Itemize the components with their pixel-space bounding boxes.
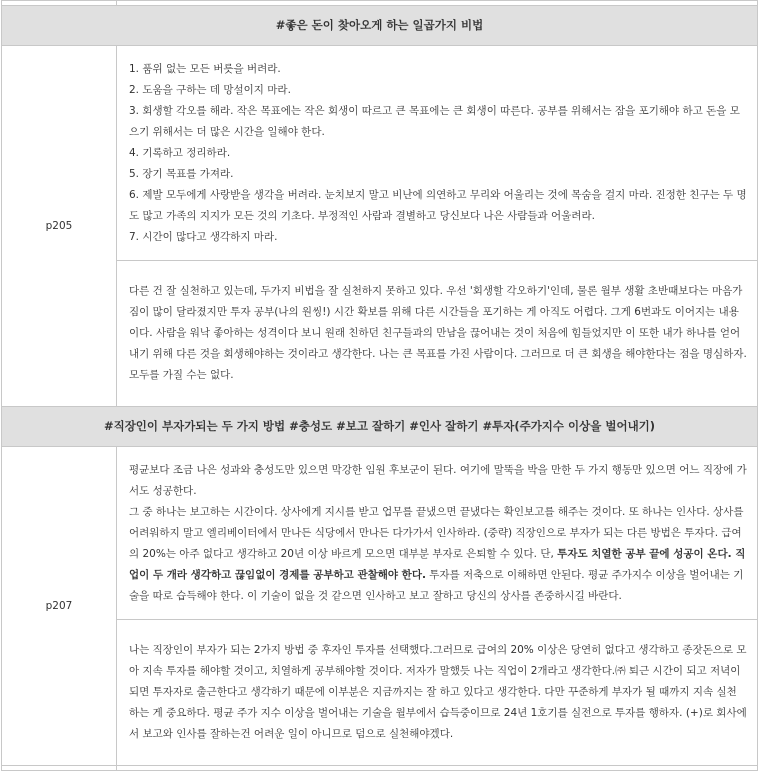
quote-line: 3. 회생할 각오를 해라. 작은 목표에는 작은 회생이 따르고 큰 목표에는 큰 회생이 따른다. 공부를 위해서는 잠을 포기해야 하고 돈을 모으기 위해서는 더 많은 시간을 일해야 한다. bbox=[129, 104, 740, 138]
personal-note-cell: 다른 건 잘 실천하고 있는데, 두가지 비법을 잘 실천하지 못하고 있다. 우선 '회생할 각오하기'인데, 물론 월부 생활 초반때보다는 마음가짐이 많이 달라졌지만 투자 공부(나의 원씽!) 시간 확보를 위해 다른 시간들을 포기하는 게 아직도 어렵다. 그게 6번과도 이어지는 내용이다. 사람을 워낙 좋아하는 성격이다 보니 원래 친하던 친구들과의 만남을 끊어내는 것이 처음에 힘들었지만 이 또한 내가 하나를 얻어내기 위해 다른 것을 회생해야하는 것이라고 생각한다. 나는 큰 목표를 가진 사람이다. 그러므로 더 큰 회생을 해야한다는 점을 명심하자. 모두를 가질 수는 없다. bbox=[117, 261, 758, 407]
page-number: p205 bbox=[2, 46, 117, 407]
page-number: p207 bbox=[2, 447, 117, 766]
quote-text: 그 중 하나는 보고하는 시간이다. 상사에게 지시를 받고 업무를 끝냈으면 끝냈다는 확인보고를 해주는 것이다. 또 하나는 인사다. 상사를 어려워하지 말고 엘리베이터에서 만나든 식당에서 만나든 다가가서 인사하라. (중략) 직장인으로 부자가 되는 다른 방법은 투자다. 급여의 20%는 아주 없다고 생각하고 20년 이상 바르게 모으면 대부분 부자로 은퇴할 수 있다. 단, bbox=[129, 505, 744, 560]
table-bottom-edge-row bbox=[2, 766, 758, 771]
quote-line: 7. 시간이 많다고 생각하지 마라. bbox=[129, 230, 278, 243]
quote-text-end: 투자를 저축으로 이해하면 안된다. 평균 주가지수 이상을 벌어내는 기술을 따로 습득해야 한다. 이 기술이 없을 것 같으면 인사하고 보고 잘하고 당신의 상사를 존중하시길 바란다. bbox=[129, 568, 744, 602]
quote-line: 4. 기록하고 정리하라. bbox=[129, 146, 231, 159]
quote-row bbox=[2, 46, 758, 261]
quote-line: 2. 도움을 구하는 데 망설이지 마라. bbox=[129, 83, 291, 96]
quote-line: 5. 장기 목표를 가져라. bbox=[129, 167, 234, 180]
book-quote-cell bbox=[117, 46, 758, 261]
bottom-edge-cell-right bbox=[117, 766, 758, 771]
quote-line: 6. 제발 모두에게 사랑받을 생각을 버려라. 눈치보지 말고 비난에 의연하고 무리와 어울리는 것에 목숨을 걸지 마라. 진정한 친구는 두 명도 많고 가족의 지지가 모든 것의 기초다. 부정적인 사람과 결별하고 당신보다 나은 사람들과 어울려라. bbox=[129, 188, 747, 222]
book-quote-cell bbox=[117, 447, 758, 620]
quote-emphasis: 투자도 치열한 공부 끝에 성공이 온다. 직업이 두 개라 생각하고 끊임없이 경제를 공부하고 관찰해야 한다. bbox=[129, 547, 746, 581]
section-header-row bbox=[2, 407, 758, 447]
quote-paragraph-2 bbox=[129, 502, 747, 607]
quote-line: 1. 품위 없는 모든 버릇을 버려라. bbox=[129, 62, 281, 75]
section-header-row bbox=[2, 6, 758, 46]
bottom-edge-cell-left bbox=[2, 766, 117, 771]
notes-table bbox=[1, 0, 758, 771]
section-header: #직장인이 부자가되는 두 가지 방법 #충성도 #보고 잘하기 #인사 잘하기 #투자(주가지수 이상을 벌어내기) bbox=[2, 407, 758, 447]
section-header: #좋은 돈이 찾아오게 하는 일곱가지 비법 bbox=[2, 6, 758, 46]
quote-paragraph: 평균보다 조금 나은 성과와 충성도만 있으면 막강한 임원 후보군이 된다. 여기에 말뚝을 박을 만한 두 가지 행동만 있으면 어느 직장에 가서도 성공한다. bbox=[129, 463, 747, 497]
personal-note-cell: 나는 직장인이 부자가 되는 2가지 방법 중 후자인 투자를 선택했다.그러므로 급여의 20% 이상은 당연히 없다고 생각하고 종잣돈으로 모아 지속 투자를 해야할 것이고, 치열하게 공부해야할 것이다. 저자가 말했듯 나는 직업이 2개라고 생각한다.㈜ 퇴근 시간이 되고 저녁이 되면 투자자로 출근한다고 생각하기 때문에 이부분은 지금까지는 잘 하고 있다고 생각한다. 다만 꾸준하게 부자가 될 때까지 지속 실천 하는 게 중요하다. 평균 주가 지수 이상을 벌어내는 기술을 월부에서 습득중이므로 24년 1호기를 실전으로 투자를 행하자. (+)로 회사에서 보고와 인사를 잘하는건 어려운 일이 아니므로 덤으로 실천해야겠다. bbox=[117, 620, 758, 766]
quote-row bbox=[2, 447, 758, 620]
